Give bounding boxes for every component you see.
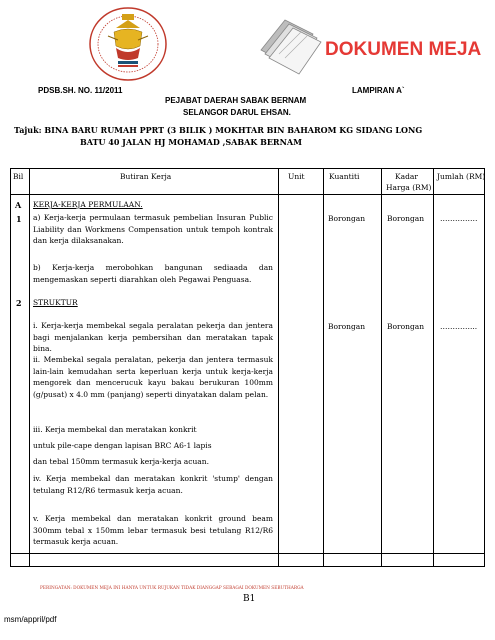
document-stack-icon (261, 20, 321, 74)
dokumen-meja-banner (255, 12, 485, 80)
item-1a-description: a) Kerja-kerja permulaan termasuk pembelian Insuran Public Liability dan Workmens Compensation untuk tempoh kontrak dan kerja dilaksanakan. (33, 213, 273, 245)
column-header-kadar: Kadar (395, 172, 418, 181)
footer-warning: PERINGATAN: DOKUMEN MEJA INI HANYA UNTUK RUJUKAN TIDAK DIANGGAP SEBAGAI DOKUMEN SEBUTHARGA (40, 586, 304, 591)
item-2-quantity: Borongan (328, 322, 366, 331)
column-header-kuantiti: Kuantiti (329, 172, 360, 181)
item-2-ii-description: ii. Membekal segala peralatan, pekerja dan jentera termasuk lain-lain kemudahan serta keperluan kerja untuk kerja-kerja mengorek dan mencerucuk kayu bakau berukuran 100mm (g/pusat) x 4.0 mm (panjang) seperti dinyatakan dalam pelan. (33, 355, 273, 399)
lampiran-label: LAMPIRAN A` (352, 86, 405, 95)
office-name: PEJABAT DAERAH SABAK BERNAM (165, 96, 307, 105)
column-header-harga: Harga (RM) (386, 183, 432, 192)
section-title: KERJA-KERJA PERMULAAN. (33, 200, 143, 209)
column-header-butiran: Butiran Kerja (120, 172, 172, 181)
item-2-rate: Borongan (387, 322, 425, 331)
item-number: 1 (16, 214, 22, 224)
district-crest-logo (88, 6, 168, 82)
item-2-title: STRUKTUR (33, 298, 78, 307)
item-1b-description: b) Kerja-kerja merobohkan bangunan sediaada dan mengemaskan seperti diarahkan oleh Pegawai Penguasa. (33, 263, 273, 284)
office-state: SELANGOR DARUL EHSAN. (183, 108, 291, 117)
reference-number: PDSB.SH. NO. 11/2011 (38, 86, 123, 95)
item-2-v-description: v. Kerja membekal dan meratakan konkrit ground beam 300mm tebal x 150mm lebar termasuk besi tetulang R12/R6 termasuk kerja acuan. (33, 514, 273, 546)
item-2-iii-line3: dan tebal 150mm termasuk kerja-kerja acuan. (33, 457, 209, 466)
item-2-amount: …………... (440, 322, 478, 331)
item-2-iv-description: iv. Kerja membekal dan meratakan konkrit 'stump' dengan tetulang R12/R6 termasuk kerja acuan. (33, 474, 273, 495)
page-number: B1 (243, 594, 256, 604)
item-2-iii-line1: iii. Kerja membekal dan meratakan konkrit (33, 425, 197, 434)
item-number: 2 (16, 298, 22, 308)
item-2-i-description: i. Kerja-kerja membekal segala peralatan pekerja dan jentera bagi menjalankan kerja pembersihan dan meratakan tapak bina. (33, 321, 273, 353)
banner-title: DOKUMEN MEJA (325, 39, 482, 60)
item-1-amount: …………… (440, 214, 478, 223)
document-title-line2: BATU 40 JALAN HJ MOHAMAD ,SABAK BERNAM (80, 137, 302, 147)
item-1-rate: Borongan (387, 214, 425, 223)
section-letter: A (15, 200, 22, 210)
column-header-jumlah: Jumlah (RM) (437, 172, 486, 181)
document-title-line1: Tajuk: BINA BARU RUMAH PPRT (3 BILIK ) MOKHTAR BIN BAHAROM KG SIDANG LONG (14, 125, 423, 135)
column-header-unit: Unit (288, 172, 305, 181)
file-path-label: msm/appril/pdf (4, 615, 57, 624)
item-2-iii-line2: untuk pile-cape dengan lapisan BRC A6-1 lapis (33, 441, 212, 450)
column-header-bil: Bil (13, 172, 24, 181)
item-1-quantity: Borongan (328, 214, 366, 223)
